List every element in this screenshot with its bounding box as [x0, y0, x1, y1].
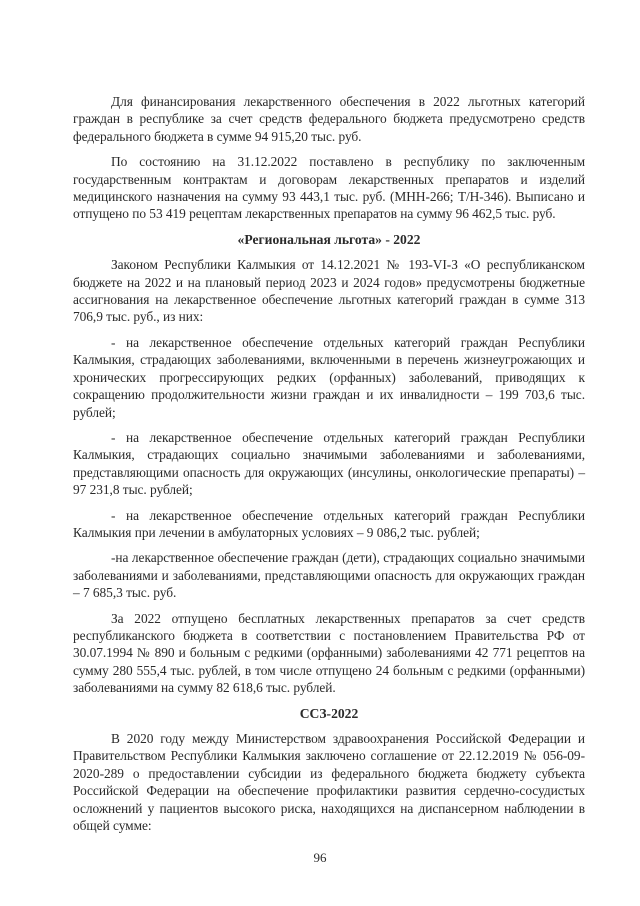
page-number: 96	[313, 850, 327, 865]
heading-regional-benefit: «Региональная льгота» - 2022	[237, 231, 421, 247]
bullet-children: -на лекарственное обеспечение граждан (дети), страдающих социально значимыми заболеваниями и заболеваниями, представляющими опасность для окружающих граждан – 7 685,3 тыс. руб.	[73, 550, 585, 601]
document-page	[73, 93, 585, 842]
bullet-socially-significant: - на лекарственное обеспечение отдельных категорий граждан Республики Калмыкия, страдающих социально значимыми заболеваниями и заболеваниями, представляющими опасность для окружающих (инсулины, онкологические препараты) – 97 231,8 тыс. рублей;	[73, 429, 585, 498]
heading-ssz: ССЗ-2022	[299, 705, 359, 721]
paragraph-ssz-agreement: В 2020 году между Министерством здравоохранения Российской Федерации и Правительством Республики Калмыкия заключено соглашение от 22.12.2019 № 056-09-2020-289 о предоставлении субсидии из федерального бюджета бюджету субъекта Российской Федерации на обеспечение профилактики развития сердечно-сосудистых осложнений у пациентов высокого риска, находящихся на диспансерном наблюдении в общей сумме:	[73, 731, 585, 834]
paragraph-dispensed-2022: За 2022 отпущено бесплатных лекарственных препаратов за счет средств республиканского бюджета в соответствии с постановлением Правительства РФ от 30.07.1994 № 890 и больным с редкими (орфанными) заболеваниями 42 771 рецептов на сумму 280 555,4 тыс. рублей, в том числе отпущено 24 больным с редкими (орфанными) заболеваниями на сумму 82 618,6 тыс. рублей.	[73, 610, 585, 696]
paragraph-regional-law: Законом Республики Калмыкия от 14.12.2021 № 193-VI-З «О республиканском бюджете на 2022 и на плановый период 2023 и 2024 годов» предусмотрены бюджетные ассигнования на лекарственное обеспечение льготных категорий граждан в сумме 313 706,9 тыс. руб., из них:	[73, 257, 585, 325]
paragraph-supply-status: По состоянию на 31.12.2022 поставлено в республику по заключенным государственным контрактам и договорам лекарственных препаратов и изделий медицинского назначения на сумму 93 443,1 тыс. руб. (МНН-266; Т/Н-346). Выписано и отпущено по 53 419 рецептам лекарственных препаратов на сумму 96 462,5 тыс. руб.	[73, 154, 585, 222]
bullet-outpatient: - на лекарственное обеспечение отдельных категорий граждан Республики Калмыкия при лечении в амбулаторных условиях – 9 086,2 тыс. рублей;	[73, 507, 585, 540]
paragraph-federal-funding: Для финансирования лекарственного обеспечения в 2022 льготных категорий граждан в республике за счет средств федерального бюджета предусмотрено средств федерального бюджета в сумме 94 915,20 тыс. руб.	[73, 94, 585, 144]
bullet-orphan-diseases: - на лекарственное обеспечение отдельных категорий граждан Республики Калмыкия, страдающих заболеваниями, включенными в перечень жизнеугрожающих и хронических прогрессирующих редких (орфанных) заболеваний, приводящих к сокращению продолжительности жизни граждан и их инвалидности – 199 703,6 тыс. рублей;	[73, 334, 585, 420]
